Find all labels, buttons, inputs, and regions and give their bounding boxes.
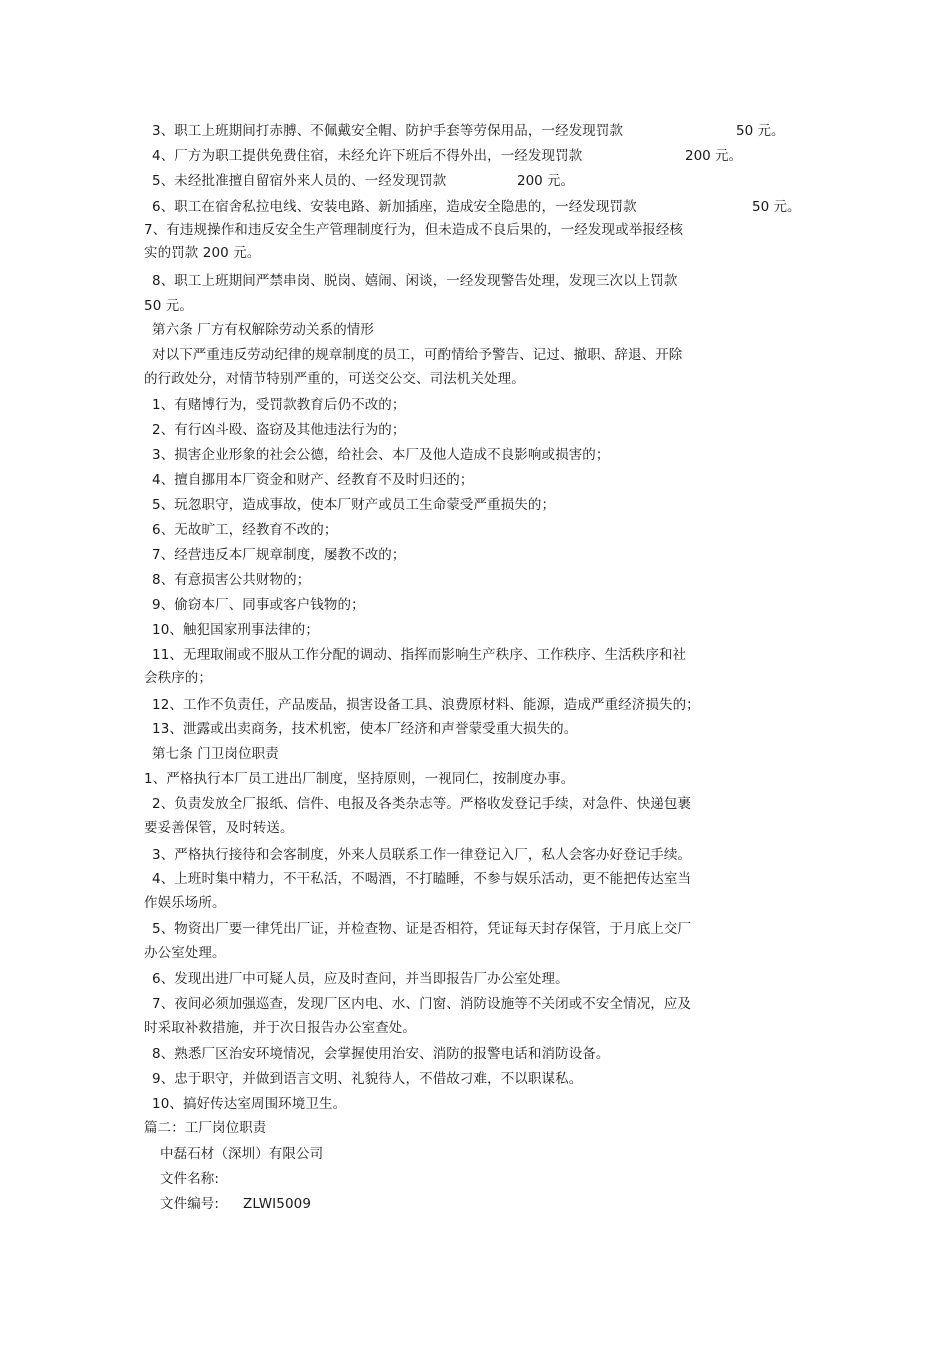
article-7-item-5-line2: 办公室处理。 xyxy=(144,945,226,961)
article-6-item: 9、偷窃本厂、同事或客户钱物的； xyxy=(152,597,365,613)
rule-item-8-line1: 8、职工上班期间严禁串岗、脱岗、嬉闹、闲谈，一经发现警告处理，发现三次以上罚款 xyxy=(152,273,678,289)
article-6-heading: 第六条 厂方有权解除劳动关系的情形 xyxy=(152,322,374,338)
article-7-item-9: 9、忠于职守，并做到语言文明、礼貌待人，不借故刁难，不以职谋私。 xyxy=(152,1071,583,1087)
doc-name-label: 文件名称: xyxy=(160,1171,220,1187)
part-2-heading: 篇二：工厂岗位职责 xyxy=(144,1120,267,1136)
article-7-heading: 第七条 门卫岗位职责 xyxy=(152,746,279,762)
rule-item-7-line2: 实的罚款 200 元。 xyxy=(144,245,261,261)
article-7-item-7-line2: 时采取补救措施，并于次日报告办公室查处。 xyxy=(144,1020,416,1036)
rule-item-7-line1: 7、有违规操作和违反安全生产管理制度行为，但未造成不良后果的，一经发现或举报经核 xyxy=(144,222,684,238)
article-6-item: 3、损害企业形象的社会公德，给社会、本厂及他人造成不良影响或损害的； xyxy=(152,447,610,463)
rule-item-4: 4、厂方为职工提供免费住宿，未经允许下班后不得外出，一经发现罚款 xyxy=(152,148,583,164)
article-6-item: 1、有赌博行为，受罚款教育后仍不改的； xyxy=(152,397,406,413)
article-6-item: 6、无故旷工，经教育不改的； xyxy=(152,522,338,538)
article-7-item-2-line1: 2、负责发放全厂报纸、信件、电报及各类杂志等。严格收发登记手续，对急件、快递包裹 xyxy=(152,796,692,812)
article-7-item-5-line1: 5、物资出厂要一律凭出厂证，并检查物、证是否相符，凭证每天封存保管，于月底上交厂 xyxy=(152,921,692,937)
article-6-item: 2、有行凶斗殴、盗窃及其他违法行为的； xyxy=(152,422,406,438)
doc-number-label: 文件编号: xyxy=(160,1196,220,1212)
fine-amount-4: 200 元。 xyxy=(685,148,743,164)
article-7-item-2-line2: 要妥善保管，及时转送。 xyxy=(144,820,294,836)
article-6-intro-line1: 对以下严重违反劳动纪律的规章制度的员工，可酌情给予警告、记过、撤职、辞退、开除 xyxy=(152,347,683,363)
article-6-item: 7、经营违反本厂规章制度，屡教不改的； xyxy=(152,547,406,563)
rule-item-6: 6、职工在宿舍私拉电线、安装电路、新加插座，造成安全隐患的，一经发现罚款 xyxy=(152,199,637,215)
article-6-item-12: 12、工作不负责任，产品废品，损害设备工具、浪费原材料、能源，造成严重经济损失的； xyxy=(152,697,700,713)
article-6-item: 5、玩忽职守，造成事故，使本厂财产或员工生命蒙受严重损失的； xyxy=(152,497,556,513)
article-6-item-11-line1: 11、无理取闹或不服从工作分配的调动、指挥而影响生产秩序、工作秩序、生活秩序和社 xyxy=(152,647,687,663)
article-6-item: 4、擅自挪用本厂资金和财产、经教育不及时归还的； xyxy=(152,472,474,488)
rule-item-3: 3、职工上班期间打赤膊、不佩戴安全帽、防护手套等劳保用品，一经发现罚款 xyxy=(152,123,624,139)
article-7-item-4-line2: 作娱乐场所。 xyxy=(144,895,226,911)
article-7-item-8: 8、熟悉厂区治安环境情况，会掌握使用治安、消防的报警电话和消防设备。 xyxy=(152,1046,610,1062)
doc-number-value: ZLWI5009 xyxy=(243,1196,312,1212)
fine-amount-5: 200 元。 xyxy=(517,173,575,189)
article-6-item-13: 13、泄露或出卖商务，技术机密，使本厂经济和声誉蒙受重大损失的。 xyxy=(152,721,578,737)
article-7-item-3: 3、严格执行接待和会客制度，外来人员联系工作一律登记入厂，私人会客办好登记手续。 xyxy=(152,847,692,863)
article-6-item-11-line2: 会秩序的； xyxy=(144,670,212,686)
fine-amount-6: 50 元。 xyxy=(752,199,801,215)
article-6-item: 10、触犯国家刑事法律的； xyxy=(152,622,319,638)
article-7-item-4-line1: 4、上班时集中精力，不干私活，不喝酒，不打瞌睡，不参与娱乐活动，更不能把传达室当 xyxy=(152,871,692,887)
article-6-intro-line2: 的行政处分，对情节特别严重的，可送交公交、司法机关处理。 xyxy=(144,371,525,387)
article-7-item-6: 6、发现出进厂中可疑人员，应及时查问，并当即报告厂办公室处理。 xyxy=(152,971,569,987)
article-7-item-1: 1、严格执行本厂员工进出厂制度，坚持原则，一视同仁，按制度办事。 xyxy=(144,771,575,787)
fine-amount-3: 50 元。 xyxy=(736,123,785,139)
rule-item-5: 5、未经批准擅自留宿外来人员的、一经发现罚款 xyxy=(152,173,447,189)
company-name: 中磊石材（深圳）有限公司 xyxy=(160,1146,324,1162)
article-7-item-7-line1: 7、夜间必须加强巡查，发现厂区内电、水、门窗、消防设施等不关闭或不安全情况，应及 xyxy=(152,996,692,1012)
rule-item-8-line2: 50 元。 xyxy=(144,298,193,314)
article-7-item-10: 10、搞好传达室周围环境卫生。 xyxy=(152,1096,347,1112)
article-6-item: 8、有意损害公共财物的； xyxy=(152,572,311,588)
